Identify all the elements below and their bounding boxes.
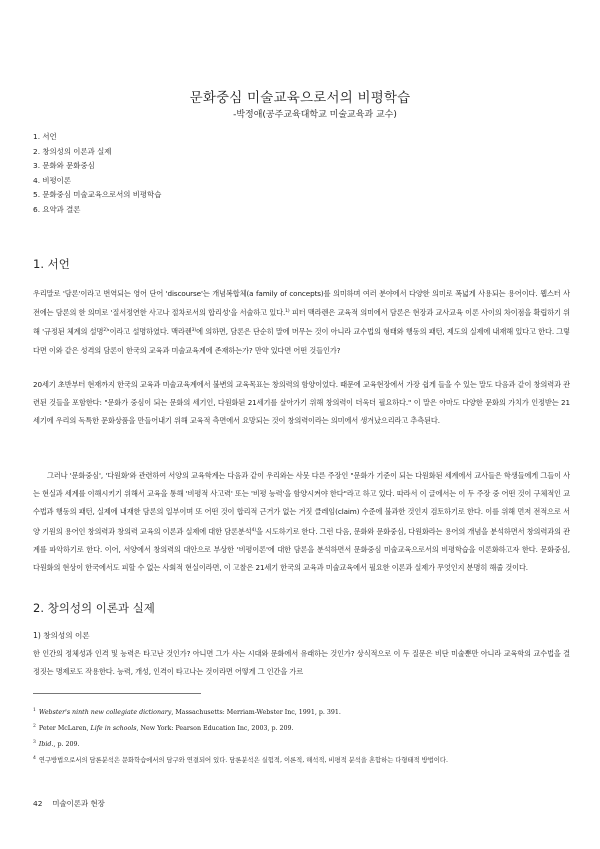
paper-title: 문화중심 미술교육으로서의 비평학습: [189, 90, 411, 106]
footnote-ref[interactable]: 4): [251, 527, 257, 533]
toc-item: 6. 요약과 결론: [33, 204, 81, 214]
body-paragraph: 한 인간의 정체성과 인격 및 능력은 타고난 것인가? 아니면 그가 사는 시대와 문화에서 유래하는 것인가? 상식적으로 이 두 질문은 비단 미술뿐만 아니라 교육학의 교수법을 결정짓는 명제로도 작용한다. 능력, 개성, 인격이 타고나는 것이라면 어떻게 그 인간을 가르: [33, 649, 570, 677]
footnote-number: 1: [33, 708, 36, 713]
toc-item: 1. 서언: [33, 132, 57, 141]
footnote-ref[interactable]: 1): [285, 309, 290, 315]
toc-item: 5. 문화중심 미술교육으로서의 비평학습: [33, 190, 162, 199]
footnote-title: Life in schools: [90, 725, 137, 732]
toc-item: 4. 비평이론: [33, 175, 71, 185]
paper-author: -박정애(공주교육대학교 미술교육과 교수): [233, 110, 397, 120]
footnote-ref[interactable]: 3): [191, 328, 197, 334]
paragraph-text: '이라고 설명하였다. 맥라렌: [107, 327, 192, 337]
toc-item: 3. 문화와 문화중심: [33, 161, 95, 170]
footnote: [33, 738, 573, 750]
paragraph-text: 그러나 '문화중심', '다원화'와 관련하여 서양의 교육학계는 다음과 같이 우리와는 사뭇 다른 주장인 "문화가 기준이 되는 다원화된 세계에서 교사들은 학생들에게 그들이 사는 현실과 세계를 이해시키기 위해서 교육을 통해 '비평적 사고력' 또는 '비평 능력'을 함양시켜야 한다"라고 하고 있다. 따라서 이 글에서는 이 두 주장 중 어떤 것이 구체적인 교수법과 행동의 패턴, 실제에 내재한 담론의 일부이며 또 어떤 것이 합리적 근거가 없는 거짓 클레임(claim) 수준에 불과한 것인지 검토하기로 한다. 이를 위해 먼저 전적으로 서양 기원의 용어인 창의력과 창의력 교육의 이론과 실제에 대한 담론분석: [33, 471, 570, 536]
footnote-number: 3: [33, 740, 36, 745]
page-number: 42: [33, 799, 43, 808]
footnote: [33, 706, 573, 718]
paragraph-text: 에 의하면, 담론은 단순히 말에 머무는 것이 아니라 교수법의 형태와 행동의 패턴, 제도의 실제에 내재해 있다고 한다. 그렇다면 이와 같은 성격의 담론이 한국의 교육과 미술교육계에 존재하는가? 만약 있다면 어떤 것들인가?: [33, 327, 570, 355]
footnote-text: , New York: Pearson Education Inc, 2003, p. 209.: [136, 725, 294, 732]
page-footer: [33, 798, 105, 809]
footnote-number: 4: [33, 756, 36, 761]
footnote-text: 연구방법으로서의 담론분석은 문화학습에서의 담구와 연결되어 있다. 담론분석은 실험적, 이론적, 해석적, 비평적 분석을 혼합하는 다형태적 방법이다.: [38, 757, 448, 764]
body-paragraph: [33, 467, 570, 577]
footnote-text: Peter McLaren,: [38, 725, 91, 732]
table-of-contents: [33, 130, 161, 217]
toc-item: 2. 창의성의 이론과 실제: [33, 146, 112, 156]
footnote-text: , Massachusetts: Merriam-Webster Inc, 1991, p. 391.: [171, 709, 341, 716]
footnote-text: , p. 209.: [53, 741, 80, 748]
journal-name: 미술이론과 현장: [52, 799, 105, 808]
paragraph-text: 피터 맥라렌은 교육적 의미에서 담론은 현장과 교사교육 이론 사이의 차이점을 확립하기 위해 '규정된 체계의 설명: [33, 308, 570, 337]
subsection-heading: 1) 창의성의 이론: [33, 631, 90, 640]
footnote-title: Webster's ninth new collegiate dictionary: [38, 709, 172, 716]
footnote: [33, 722, 573, 734]
body-paragraph: [33, 285, 570, 360]
section-heading: 1. 서언: [33, 257, 70, 271]
body-paragraph: 20세기 초반부터 현재까지 한국의 교육과 미술교육계에서 불변의 교육목표는 창의력의 함양이었다. 때문에 교육현장에서 가장 쉽게 들을 수 있는 말도 다음과 같이 창의력과 관련된 것들을 포함한다: "문화가 중심이 되는 문화의 세기인, 다원화된 21세기를 살아가기 위해 창의력이 더욱더 필요하다." 이 말은 아마도 다양한 문화의 가치가 인정받는 21세기에 우리의 독특한 문화상품을 만들어내기 위해 교육적 측면에서 요망되는 것이 창의력이라는 의미에서 생겨났으리라고 추측된다.: [33, 380, 570, 426]
footnote-number: 2: [33, 724, 36, 729]
paragraph-text: 을 시도하기로 한다. 그런 다음, 문화와 문화중심, 다원화라는 용어의 개념을 분석하면서 창의력과의 관계를 파악하기로 한다. 이어, 서양에서 창의력의 대안으로 부상한 '비평이론'에 대한 담론을 분석하면서 문화중심 미술교육으로서의 비평학습을 이론화하고자 한다. 문화중심, 다원화의 현상이 한국에서도 피할 수 없는 사회적 현실이라면, 이 고찰은 21세기 한국의 교육과 미술교육에서 필요한 이론과 실제가 무엇인지 분명히 해줄 것이다.: [33, 526, 570, 573]
footnote-ref[interactable]: 2): [103, 328, 108, 334]
footnote: [33, 754, 573, 766]
footnote-title: Ibid.: [38, 741, 54, 748]
section-heading: 2. 창의성의 이론과 실제: [33, 601, 155, 615]
paragraph-text: 우리말로 '담론'이라고 번역되는 영어 단어 'discourse'는 개념복합체(a family of concepts)를 의미하며 여러 분야에서 다양한 의미로 폭넓게 사용되는 용어이다. 웹스터 사전에는 담론의 한 의미로 '질서정연한 사고나 절차로서의 합리성'을 서술하고 있다.: [33, 289, 570, 318]
footnote-divider: [33, 693, 201, 694]
